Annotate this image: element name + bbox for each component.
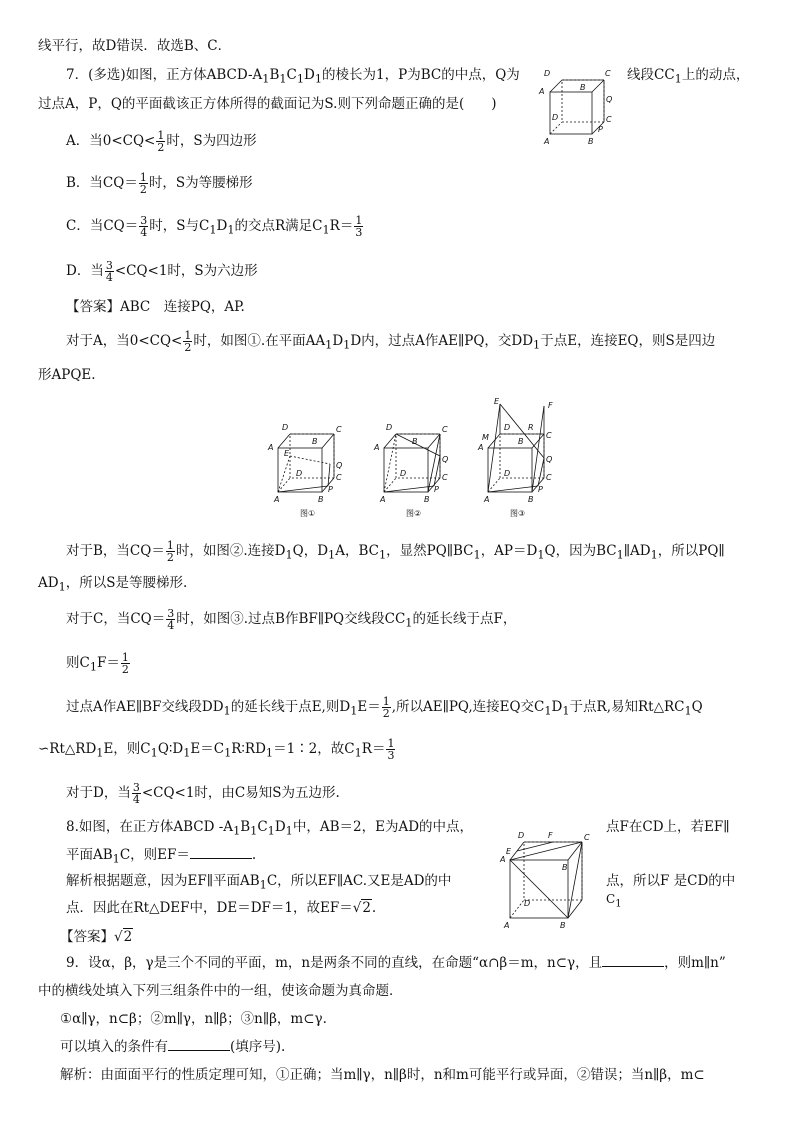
analysis-c-line-2: 则$C_1F=$ $\frac{1}{2}$ — [66, 651, 129, 676]
svg-text:P: P — [328, 485, 333, 494]
analysis-a-line-2: 形APQE. — [38, 367, 96, 383]
svg-text:F: F — [548, 831, 553, 840]
svg-text:D: D — [504, 469, 511, 478]
label-b1: B — [580, 83, 586, 92]
answer-7: 【答案】ABC 连接PQ，AP. — [66, 299, 245, 315]
question-7-line-2: 过点A，P，Q的平面截该正方体所得的截面记为S.则下列命题正确的是( ) — [38, 96, 497, 112]
question-8-line-1: 8.如图，在正方体ABCD $-A_1B_1C_1D_1$中，AB＝2，E为AD的中点， — [66, 819, 474, 838]
svg-text:F: F — [548, 401, 553, 410]
svg-text:D: D — [504, 423, 511, 432]
question-9-line-2: 中的横线处填入下列三组条件中的一组，使该命题为真命题． — [38, 983, 403, 999]
label-q: Q — [606, 95, 613, 104]
question-7-line-1: 7．(多选)如图，正方体ABCD-$A_1B_1C_1D_1$的棱长为1，P为BC的中点，Q为 — [66, 67, 520, 86]
analysis-c-line-4: $∽Rt\triangle RD_1E$，则$C_1Q∶D_1E=C_1R∶RD_1=1∶2$，故$C_1R=$ $\frac{1}{3}$ — [38, 737, 395, 762]
question-9-line-4: 可以填入的条件有 (填序号). — [60, 1039, 286, 1055]
svg-text:D: D — [296, 469, 303, 478]
svg-text:B: B — [412, 437, 418, 446]
figure-1 — [266, 420, 356, 520]
cube-figure-8 — [498, 828, 602, 932]
svg-text:D: D — [524, 899, 531, 908]
svg-text:Q: Q — [442, 455, 449, 464]
svg-text:C: C — [442, 425, 448, 434]
answer-blank-8[interactable] — [190, 846, 252, 859]
svg-text:C: C — [442, 473, 448, 482]
svg-text:E: E — [506, 847, 512, 856]
analysis-c-line-3: 过点A作AE∥BF交线段$DD_1$的延长线于点E,则$D_1E=$ $\frac{1}{2}$ ,所以AE∥PQ,连接EQ交$C_1D_1$于点R,易知$Rt\triangle RC_1Q$ — [66, 695, 703, 720]
svg-text:Q: Q — [336, 461, 343, 470]
analysis-d: 对于D，当 $\frac{3}{4}$ <CQ<1时，由C易知S为五边形. — [66, 781, 340, 806]
svg-text:C: C — [336, 425, 342, 434]
answer-blank-9a[interactable] — [602, 954, 664, 967]
svg-text:A: A — [500, 855, 506, 864]
svg-text:A: A — [268, 443, 274, 452]
svg-text:A: A — [484, 495, 490, 504]
svg-text:C: C — [546, 431, 552, 440]
svg-text:B: B — [318, 495, 324, 504]
label-a: A — [544, 137, 550, 146]
label-c: C — [606, 115, 612, 124]
question-9-line-1: 9．设α，β，γ是三个不同的平面，m，n是两条不同的直线，在命题“α∩β＝m，n⊂γ，且 ，则m∥n” — [66, 955, 726, 971]
label-b: B — [588, 137, 594, 146]
option-d: D．当 $\frac{3}{4}$ <CQ<1时，S为六边形 — [66, 259, 258, 284]
solution-8-line-2: 点．因此在Rt△DEF中，DE＝DF＝1，故EF＝√2. — [66, 900, 377, 916]
figure-3-caption: 图③ — [510, 509, 526, 518]
question-8-line-1b: 点F在CD上，若EF∥ — [606, 819, 730, 835]
label-c1: C — [605, 69, 611, 78]
figure-2-caption: 图② — [406, 509, 422, 518]
option-a: A．当0<CQ< $\frac{1}{2}$ 时，S为四边形 — [66, 129, 257, 154]
option-c: C．当CQ＝ $\frac{3}{4}$ 时，S与$C_1D_1$的交点R满足$C_1R=$ $\frac{1}{3}$ — [66, 214, 363, 239]
option-b: B．当CQ＝ $\frac{1}{2}$ 时，S为等腰梯形 — [66, 171, 253, 196]
label-p: P — [598, 125, 603, 134]
solution-8-line-1b: 点，所以F 是CD的中 — [606, 873, 736, 889]
svg-text:D: D — [518, 831, 525, 840]
svg-text:C: C — [336, 473, 342, 482]
svg-text:C: C — [584, 833, 590, 842]
label-d1: D — [544, 69, 551, 78]
question-9-conditions: ①α∥γ，n⊂β；②m∥γ，n∥β；③n∥β，m⊂γ. — [60, 1011, 327, 1027]
figure-1-caption: 图① — [300, 509, 316, 518]
svg-text:E: E — [284, 449, 290, 458]
answer-blank-9b[interactable] — [168, 1038, 230, 1051]
svg-text:B: B — [312, 437, 318, 446]
analysis-a-line-1: 对于A，当0<CQ< $\frac{1}{2}$ 时，如图①.在平面$AA_1D_1D$内，过点A作AE∥PQ，交$DD_1$于点E，连接EQ，则S是四边 — [66, 329, 716, 354]
svg-text:A: A — [380, 495, 386, 504]
question-7-line-1b: 线段$CC_1$上的动点， — [627, 67, 750, 86]
analysis-b-line-1: 对于B，当CQ＝ $\frac{1}{2}$ 时，如图②.连接$D_1Q$，$D_1A$，$BC_1$，显然$PQ\parallel BC_1$，$AP=D_1Q$，因为$BC_1\parallel AD_1$，所以PQ∥ — [66, 539, 725, 564]
question-8-line-2: 平面$AB_1C$，则EF＝ . — [66, 847, 257, 866]
svg-text:P: P — [434, 485, 439, 494]
answer-8: 【答案】√2 — [60, 929, 133, 945]
svg-text:B: B — [562, 863, 568, 872]
figure-8-label-c1: $C_1$ — [606, 892, 622, 910]
svg-text:D: D — [386, 423, 393, 432]
solution-9: 解析：由面面平行的性质定理可知，①正确；当m∥γ，n∥β时，n和m可能平行或异面，②错误；当n∥β，m⊂ — [60, 1067, 705, 1083]
figure-2 — [372, 420, 462, 520]
svg-text:A: A — [274, 495, 280, 504]
figure-3 — [476, 398, 566, 520]
svg-text:E: E — [494, 398, 500, 406]
analysis-c-line-1: 对于C，当CQ＝ $\frac{3}{4}$ 时，如图③.过点B作BF∥PQ交线段$CC_1$的延长线于点F， — [66, 607, 517, 632]
svg-text:B: B — [424, 495, 430, 504]
cube-figure-7 — [538, 66, 618, 146]
svg-text:C: C — [546, 473, 552, 482]
svg-text:D: D — [282, 423, 289, 432]
svg-text:B: B — [528, 495, 534, 504]
svg-text:A: A — [374, 443, 380, 452]
label-d: D — [552, 113, 559, 122]
svg-text:P: P — [538, 485, 543, 494]
svg-text:B: B — [518, 437, 524, 446]
svg-text:Q: Q — [546, 455, 553, 464]
text-line: 线平行，故D错误．故选B、C． — [38, 38, 232, 54]
label-a1: A — [539, 87, 545, 96]
svg-text:A: A — [504, 921, 510, 930]
svg-text:D: D — [400, 469, 407, 478]
svg-text:B: B — [560, 921, 566, 930]
svg-text:M: M — [482, 433, 489, 442]
analysis-b-line-2: $AD_1$，所以S是等腰梯形. — [38, 575, 188, 594]
svg-text:A: A — [478, 443, 484, 452]
solution-8-line-1: 解析根据题意，因为EF∥平面$AB_1C$，所以EF∥AC.又E是AD的中 — [66, 873, 452, 892]
svg-text:R: R — [528, 423, 534, 432]
